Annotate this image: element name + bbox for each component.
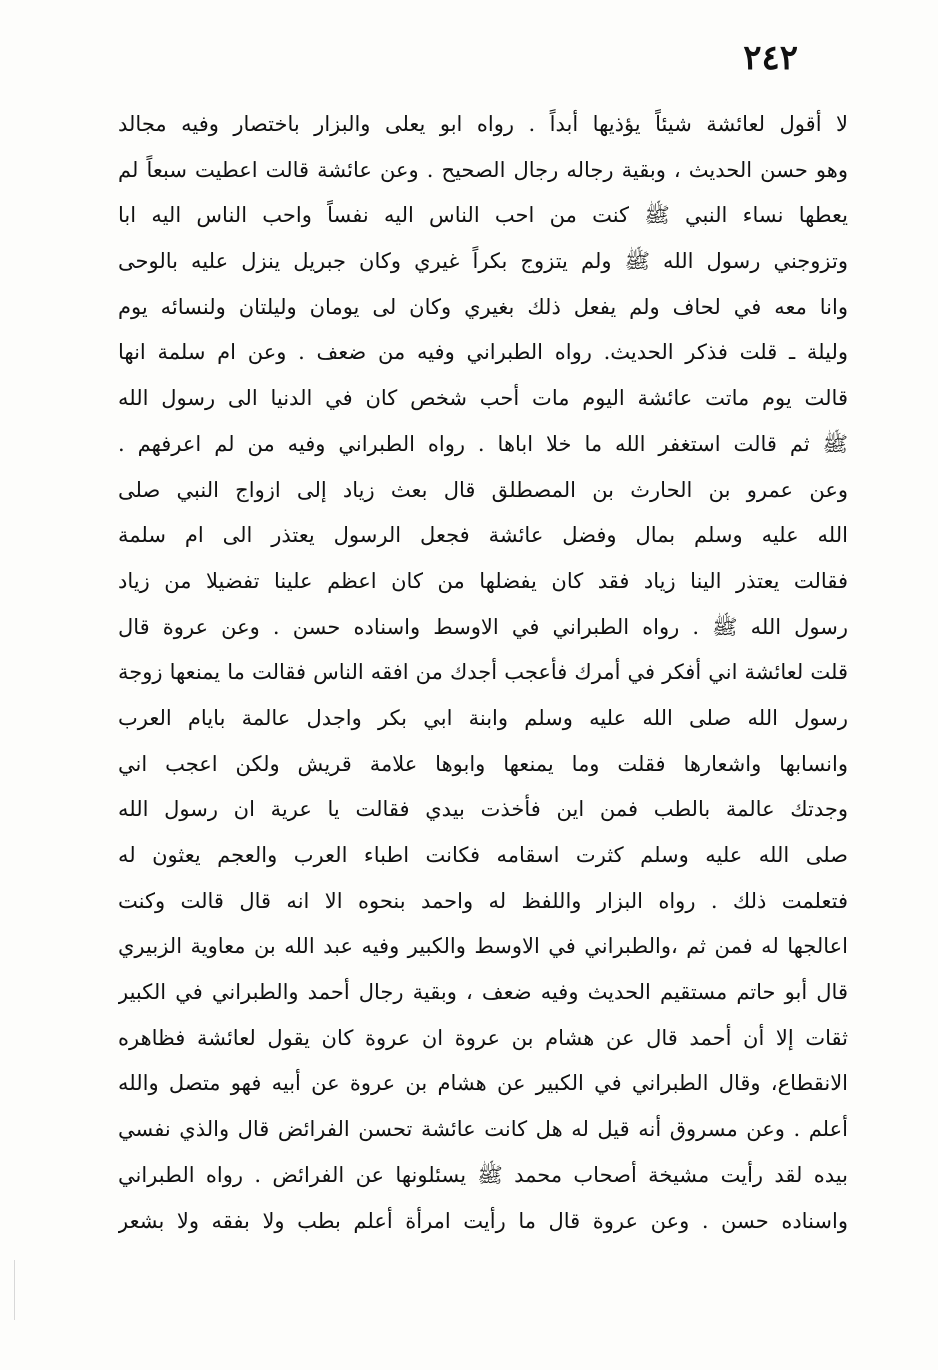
text-line: أعلم . وعن مسروق أنه قيل له هل كانت عائشة تحسن الفرائض قال والذي نفسي [118, 1117, 848, 1142]
text-line: فقالت يعتذر الينا زياد فقد كان يفضلها من كان اعظم علينا تفضيلا من زياد [118, 568, 848, 593]
text-line: وانسابها واشعارها فقلت وما يمنعها وابوها علامة قريش ولكن اعجب اني [118, 751, 848, 776]
text-line: ﷺ ثم قالت استغفر الله ما خلا اباها . رواه الطبراني وفيه من لم اعرفهم . [118, 431, 848, 456]
text-line: وهو حسن الحديث ، وبقية رجاله رجال الصحيح . وعن عائشة قالت اعطيت سبعاً لم [118, 157, 848, 182]
text-line: صلى الله عليه وسلم كثرت اسقامه فكانت اطباء العرب والعجم يعثون له [118, 843, 848, 867]
margin-line [14, 1260, 15, 1320]
text-line: الانقطاع، وقال الطبراني في الكبير عن هشام بن عروة عن أبيه فهو متصل والله [118, 1071, 848, 1096]
text-line: اعالجها له فمن ثم ،والطبراني في الاوسط والكبير وفيه عبد الله بن معاوية الزبيري [118, 934, 848, 959]
text-line: وعن عمرو بن الحارث بن المصطلق قال بعث زياد إلى ازواج النبي صلى [118, 477, 848, 502]
text-line: رسول الله صلى الله عليه وسلم وابنة ابي بكر واجدل عالمة بايام العرب [118, 705, 848, 730]
text-line: قلت لعائشة اني أفكر في أمرك فأعجب أجدك من افقه الناس فقالت ما يمنعها زوجة [118, 660, 848, 685]
text-line: لا أقول لعائشة شيئاً يؤذيها أبداً . رواه ابو يعلى والبزار باختصار وفيه مجالد [118, 112, 848, 136]
text-line: وانا معه في لحاف ولم يفعل ذلك بغيري وكان لى يومان وليلتان ولنسائه يوم [118, 294, 848, 319]
text-line: فتعلمت ذلك . رواه البزار واللفظ له واحمد بنحوه الا انه قال قالت وكنت [118, 888, 848, 913]
text-line: وليلة ـ قلت فذكر الحديث. رواه الطبراني وفيه من ضعف . وعن ام سلمة انها [118, 340, 848, 365]
text-line: رسول الله ﷺ . رواه الطبراني في الاوسط واسناده حسن . وعن عروة قال [118, 614, 848, 639]
text-line: وجدتك عالمة بالطب فمن اين فأخذت بيدي فقالت يا عرية ان رسول الله [118, 797, 848, 822]
text-line: ثقات إلا أن أحمد قال عن هشام بن عروة ان عروة كان يقول لعائشة فظاهره [118, 1025, 848, 1050]
text-line: الله عليه وسلم بمال وفضل عائشة فجعل الرسول يعتذر الى ام سلمة [118, 523, 848, 548]
text-line: قال أبو حاتم مستقيم الحديث وفيه ضعف ، وبقية رجال أحمد والطبراني في الكبير [118, 980, 848, 1005]
page-number: ٢٤٢ [743, 38, 798, 78]
text-line: بيده لقد رأيت مشيخة أصحاب محمد ﷺ يسئلونها عن الفرائض . رواه الطبراني [118, 1162, 848, 1187]
text-line: وتزوجني رسول الله ﷺ ولم يتزوج بكراً غيري وكان جبريل ينزل عليه بالوحى [118, 249, 848, 274]
text-line: يعطها نساء النبي ﷺ كنت من احب الناس اليه نفساً واحب الناس اليه ابا [118, 203, 848, 228]
text-line: واسناده حسن . وعن عروة قال ما رأيت امرأة أعلم بطب ولا بفقه ولا بشعر [118, 1208, 848, 1233]
text-line: قالت يوم ماتت عائشة اليوم مات أحب شخص كان في الدنيا الى رسول الله [118, 386, 848, 411]
body-text [118, 102, 848, 1244]
